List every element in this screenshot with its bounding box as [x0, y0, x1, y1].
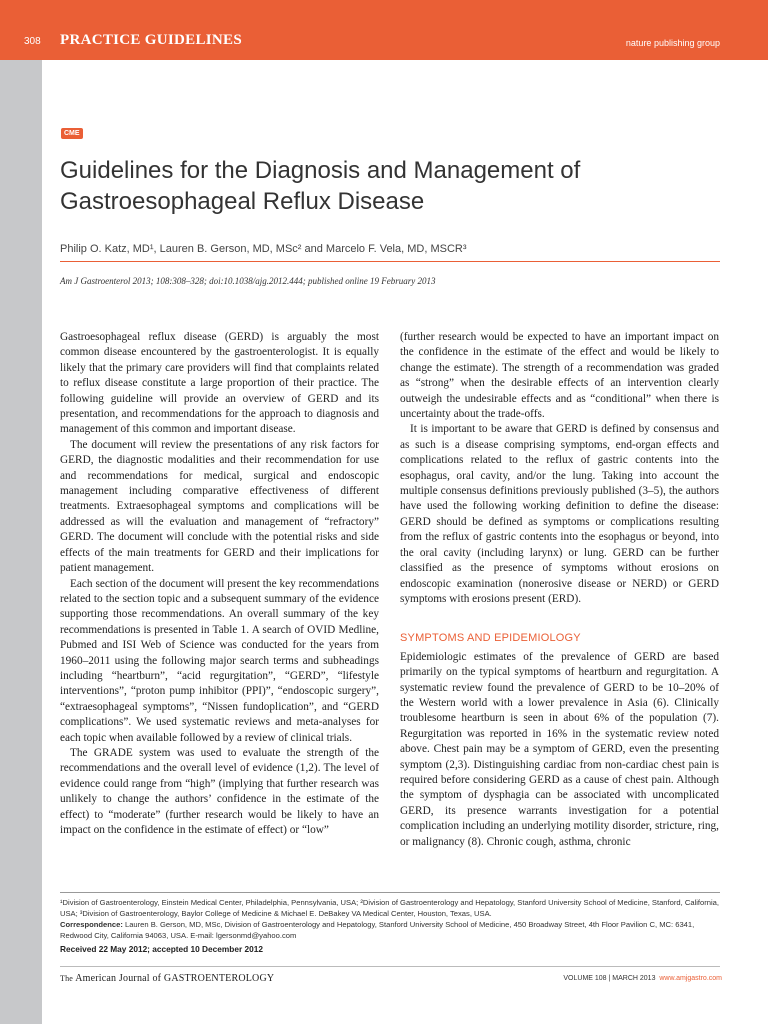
- paragraph: The GRADE system was used to evaluate the strength of the recommendations and the overall level of evidence (1,2). The level of evidence could range from “high” (implying that further research was unlikely to change the authors’ confidence in the estimate of the effect) to “moderate” (further research would be likely to have an impact on the confidence in the estimate of effect) or “low”: [60, 746, 379, 836]
- footnote-divider: [60, 892, 720, 893]
- paragraph: Each section of the document will present the key recommendations related to the section topic and a subsequent summary of the evidence supporting those recommendations. An overall summary of the key recommendations is presented in Table 1. A search of OVID Medline, Pubmed and ISI Web of Science was conducted for the years from 1960–2011 using the following major search terms and subheadings including “heartburn”, “acid regurgitation”, “GERD”, “lifestyle interventions”, “proton pump inhibitor (PPI)”, “endoscopic surgery”, “extraesophageal symptoms”, “Nissen fundoplication”, and “GERD complications”. We used systematic reviews and meta-analyses for each topic when available followed by a review of clinical trials.: [60, 577, 379, 744]
- page-header: [0, 0, 768, 60]
- journal-name: The American Journal of GASTROENTEROLOGY: [60, 973, 275, 984]
- affiliations-footnote: [60, 897, 725, 941]
- paragraph: (further research would be expected to have an important impact on the confidence in the estimate of the effect and would be likely to change the estimate). The strength of a recommendation was graded as “strong” when the desirable effects of an intervention clearly outweigh the undesirable effects and as “conditional” when there is uncertainty about the trade-offs.: [400, 331, 719, 421]
- correspondence-label: Correspondence:: [60, 920, 123, 929]
- article-title: Guidelines for the Diagnosis and Management of Gastroesophageal Reflux Disease: [60, 157, 581, 215]
- received-date: Received 22 May 2012; accepted 10 December 2012: [60, 944, 263, 954]
- page-number: 308: [24, 36, 41, 47]
- gray-sidebar: [0, 60, 42, 1024]
- affiliations-text: ¹Division of Gastroenterology, Einstein Medical Center, Philadelphia, Pennsylvania, USA; ²Division of Gastroenterology and Hepatology, Stanford University School of Medicine, Stanford, California, USA; ³Division of Gastroenterology, Baylor College of Medicine & Michael E. DeBakey VA Medical Center, Houston, Texas, USA.: [60, 898, 720, 918]
- cme-badge: CME: [61, 128, 83, 139]
- body-column-left: [60, 330, 379, 838]
- journal-website-link[interactable]: www.amjgastro.com: [659, 975, 722, 982]
- paragraph: The document will review the presentations of any risk factors for GERD, the diagnostic modalities and their recommendation for use and recommendations for medical, surgical and endoscopic management including comparative effectiveness of different treatments. Extraesophageal symptoms and complications will be addressed as will the evaluation and management of “refractory” GERD. The document will conclude with the potential risks and side effects of the main treatments for GERD and their implications for patient management.: [60, 438, 379, 575]
- section-title: PRACTICE GUIDELINES: [60, 32, 242, 48]
- citation-line: Am J Gastroenterol 2013; 108:308–328; doi:10.1038/ajg.2012.444; published online 19 February 2013: [60, 276, 436, 286]
- paragraph: It is important to be aware that GERD is defined by consensus and as such is a disease comprising symptoms, end-organ effects and complications related to the reflux of gastric contents into the esophagus, oral cavity, and/or the lung. Taking into account the multiple consensus definitions previously published (3–5), the authors have used the following working definition to define the disease: GERD should be defined as symptoms or complications resulting from the reflux of gastric contents into the esophagus or beyond, into the oral cavity (including larynx) or lung. GERD can be further classified as the presence of symptoms without erosions on endoscopic examination (nonerosive disease or NERD) or GERD symptoms with erosions present (ERD).: [400, 423, 719, 605]
- publisher-name: nature publishing group: [625, 38, 720, 48]
- paragraph: Epidemiologic estimates of the prevalence of GERD are based primarily on the typical symptoms of heartburn and regurgitation. A systematic review found the prevalence of GERD to be 10–20% of the Western world with a lower prevalence in Asia (6). Clinically troublesome heartburn is seen in about 6% of the population (7). Regurgitation was reported in 16% in the systematic review noted above. Chest pain may be a symptom of GERD, even the presenting symptom (2,3). Distinguishing cardiac from non-cardiac chest pain is required before considering GERD as a cause of chest pain. Although the symptom of dysphagia can be associated with uncomplicated GERD, its presence warrants investigation for a potential complication including an underlying motility disorder, stricture, ring, or malignancy (8). Chronic cough, asthma, chronic: [400, 650, 719, 848]
- volume-info: VOLUME 108 | MARCH 2013 www.amjgastro.com: [563, 975, 722, 982]
- title-divider: [60, 261, 720, 262]
- paragraph: Gastroesophageal reflux disease (GERD) is arguably the most common disease encountered by the gastroenterologist. It is equally likely that the primary care providers will find that complaints related to reflux disease constitute a large proportion of their practice. The following guideline will provide an overview of GERD and its presentation, and recommendations for the approach to diagnosis and management of this common and important disease.: [60, 331, 379, 436]
- section-heading: SYMPTOMS AND EPIDEMIOLOGY: [400, 632, 581, 645]
- author-list: Philip O. Katz, MD¹, Lauren B. Gerson, MD, MSc² and Marcelo F. Vela, MD, MSCR³: [60, 243, 467, 255]
- correspondence-text: Lauren B. Gerson, MD, MSc, Division of Gastroenterology and Hepatology, Stanford University School of Medicine, 450 Broadway Street, 4th Floor Pavilion C, MC: 6341, Redwood City, California 94063, USA. E-mail: lgersonmd@yahoo.com: [60, 920, 695, 940]
- body-column-right: [400, 330, 719, 850]
- footer-divider: [60, 966, 720, 967]
